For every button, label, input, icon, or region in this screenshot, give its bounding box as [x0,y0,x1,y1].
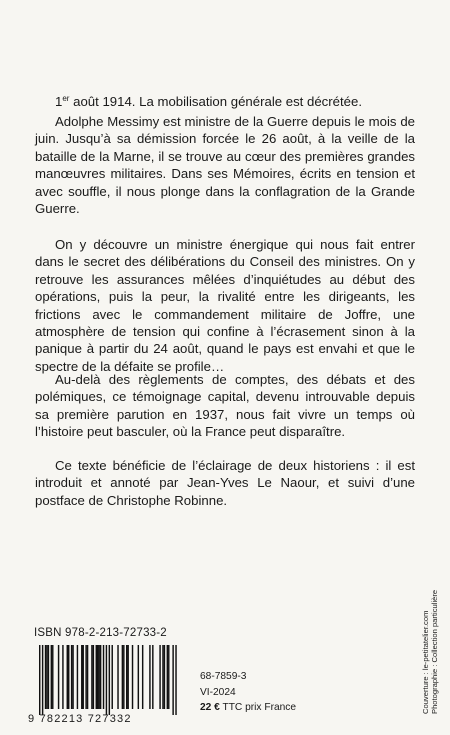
barcode-bar [72,645,73,709]
edition-code: VI-2024 [200,686,236,698]
intro-rest: août 1914. La mobilisation générale est décrétée. [69,94,362,109]
barcode-bar [83,645,84,709]
barcode-bar [58,645,59,709]
paragraph-historians [35,457,415,509]
isbn-label: ISBN 978-2-213-72733-2 [34,627,167,639]
barcode-bar [168,645,169,709]
barcode-bar [87,645,88,709]
barcode-bar [77,645,78,709]
barcode-bar [46,645,47,709]
barcode-bar [93,645,94,709]
barcode-bar [112,645,113,709]
barcode-bar [167,645,168,709]
barcode-bar [123,645,124,709]
price [200,700,296,716]
barcode-bar [164,645,165,709]
publication-meta [200,669,296,716]
reference-number: 68-7859-3 [200,671,247,682]
barcode-bar [45,645,46,709]
barcode [28,645,178,727]
barcode-bar [103,645,104,709]
barcode-bar [91,645,92,709]
barcode-bar [62,645,63,709]
barcode-bar [52,645,53,709]
barcode-bar [96,645,97,709]
barcode-bar [39,645,40,715]
barcode-bar [97,645,98,709]
barcode-bar [48,645,49,709]
paragraph-historians-text: Ce texte bénéficie de l’éclairage de deux historiens : il est introduit et annoté par Jean-Yves Le Naour, et suivi d’une postface de Christophe Robinne. [35,458,415,508]
barcode-bar [126,645,127,709]
barcode-bar [175,645,176,715]
barcode-bar [85,645,86,709]
barcode-bar [106,645,107,715]
barcode-bar [172,645,173,715]
barcode-bar [142,645,143,709]
intro-line [35,93,415,110]
credits-photo: Photographie : Collection particulière [430,589,439,714]
paragraph-council-text: On y découvre un ministre énergique qui nous fait entrer dans le secret des délibérations du Conseil des ministres. On y retrouve les assurances mêlées d’inquiétudes au début des opérations, puis la peur, la rivalité entre les dirigeants, les frictions avec le commandement militaire de Joffre, une atmosphère de tension qui confine à l’écrasement sinon à la panique à partir du 24 août, quand le pays est envahi et que le spectre de la défaite se profile… [35,237,415,374]
intro-date: 1 [55,94,63,109]
barcode-bar [42,645,43,715]
barcode-bar [51,645,52,709]
intro-date-superscript: er [62,94,70,103]
barcode-bar [109,645,110,715]
barcode-bar [122,645,123,709]
barcode-bars [28,645,178,715]
price-note: TTC prix France [219,702,297,714]
barcode-bar [138,645,139,709]
barcode-digits: 9 782213 727332 [28,713,132,725]
barcode-bar [67,645,68,709]
barcode-bar [98,645,99,709]
paragraph-messimy-text: Adolphe Messimy est ministre de la Guerre depuis le mois de juin. Jusqu’à sa démission forcée le 26 août, à la veille de la bataille de la Marne, il se trouve au cœur des premières grandes manœuvres militaires. Dans ses Mémoires, écrits en tension et avec souffle, il nous plonge dans la conflagration de la Grande Guerre. [35,114,415,217]
barcode-bar [152,645,153,709]
cover-credits [421,574,439,714]
price-amount: 22 € [200,702,220,714]
paragraph-messimy [35,113,415,217]
paragraph-testimony [35,371,415,441]
paragraph-testimony-text: Au-delà des règlements de comptes, des débats et des polémiques, ce témoignage capital, devenu introuvable depuis sa première parution en 1937, nous fait vivre un temps où l’histoire peut basculer, où la France peut disparaître. [35,372,415,440]
credits-cover: Couverture : le-petitatelier.com [421,610,430,714]
barcode-bar [117,645,118,709]
barcode-bar [162,645,163,709]
barcode-bar [132,645,133,709]
barcode-bar [127,645,128,709]
barcode-bar [149,645,150,709]
paragraph-council [35,236,415,375]
barcode-bar [68,645,69,709]
barcode-bar [71,645,72,709]
barcode-bar [100,645,101,709]
barcode-bar [81,645,82,709]
barcode-bar [159,645,160,709]
